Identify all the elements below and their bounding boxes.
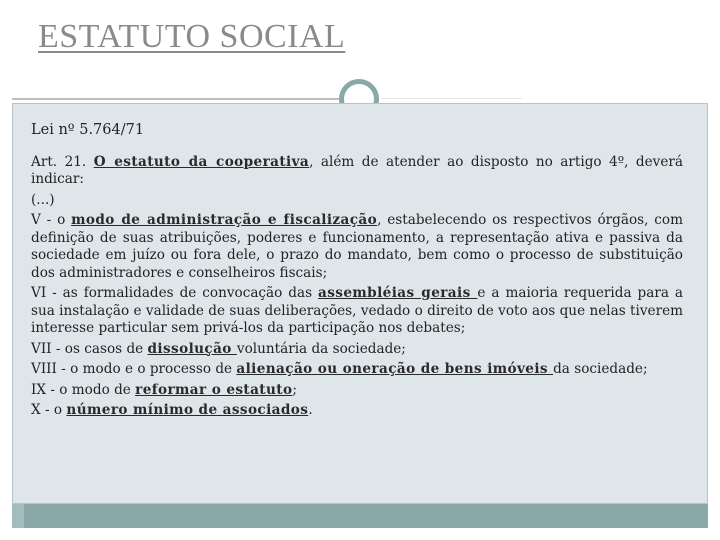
item-prefix: V - o [31,212,72,228]
item-rest: da sociedade; [553,361,648,377]
item-emphasis: assembléias gerais [318,285,478,301]
list-item-v [31,212,683,282]
item-prefix: VI - as formalidades de convocação das [31,285,319,301]
item-prefix: X - o [31,402,67,418]
list-item-vii [31,341,683,359]
item-rest: , estabelecendo os respectivos órgãos, com definição de suas atribuições, poderes e funcionamento, a representação ativa e passiva da sociedade em juízo ou fora dele, o prazo do mandato, bem como o processo de substituição dos administradores e conselheiros fiscais; [31,212,683,281]
item-rest: voluntária da sociedade; [236,340,406,357]
article-prefix: Art. 21. [31,153,94,170]
title-divider-left [12,98,340,100]
list-item-viii [31,361,683,379]
item-rest: ; [292,381,298,398]
title-divider-right [382,98,522,99]
ellipsis: (...) [31,191,55,208]
item-emphasis: número mínimo de associados [66,402,309,418]
content-text [31,122,683,423]
slide-title: ESTATUTO SOCIAL [38,18,346,55]
footer-bar-cap [12,504,24,528]
item-prefix: VIII - o modo e o processo de [31,361,237,377]
item-emphasis: reformar o estatuto [135,381,293,398]
item-prefix: VII - os casos de [31,340,148,357]
law-reference: Lei nº 5.764/71 [31,122,145,138]
item-emphasis: modo de administração e fiscalização [71,212,378,228]
article-emphasis: O estatuto da cooperativa [93,153,310,170]
article-paragraph [31,154,683,189]
item-emphasis: dissolução [147,340,237,357]
article-rest: , além de atender ao disposto no artigo 4º, deverá indicar: [31,153,683,187]
list-item-x [31,402,683,420]
item-rest: e a maioria requerida para a sua instalação e validade de suas deliberações, vedado o direito de voto aos que nelas tiverem interesse particular sem privá-los da participação nos debates; [31,285,683,336]
list-item-vi [31,285,683,338]
item-emphasis: alienação ou oneração de bens imóveis [236,361,554,377]
list-item-ix [31,382,683,400]
footer-bar [12,504,708,528]
item-prefix: IX - o modo de [31,381,136,398]
item-rest: . [308,402,313,418]
